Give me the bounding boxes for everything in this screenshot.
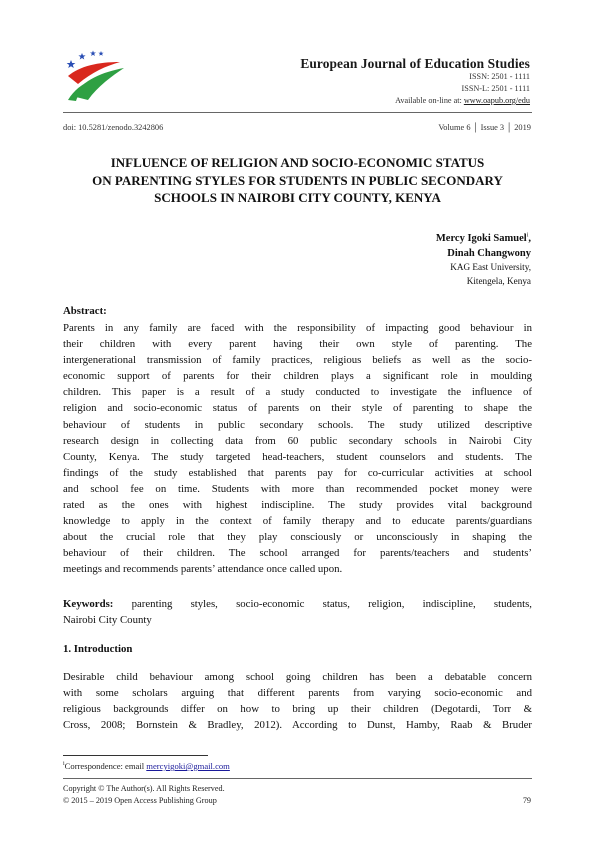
section-heading-introduction: 1. Introduction xyxy=(63,643,133,655)
header-divider xyxy=(63,112,532,113)
paper-title xyxy=(63,154,532,207)
abstract-line: findings of the study established that parents pay for co-curricular activities at school xyxy=(63,466,532,479)
volume-issue-year: Volume 6 │ Issue 3 │ 2019 xyxy=(438,123,531,132)
footnote-marker: i xyxy=(526,232,529,239)
online-availability xyxy=(395,96,530,105)
keywords-line xyxy=(63,596,532,612)
abstract-line: and school fee on time. Students with more than recommended pocket money were xyxy=(63,482,532,495)
issn-l: ISSN-L: 2501 - 1111 xyxy=(461,84,530,93)
author-separator: , xyxy=(528,233,531,244)
keywords-block xyxy=(63,596,532,628)
author-name: Mercy Igoki Samuel xyxy=(435,233,527,244)
abstract-line: behaviour of students in public secondary schools. The study utilized descriptive xyxy=(63,418,532,431)
doi: doi: 10.5281/zenodo.3242806 xyxy=(63,123,164,132)
abstract-heading: Abstract: xyxy=(63,305,107,317)
abstract-line: their children with every parent having their own style of parenting. The xyxy=(63,338,532,351)
introduction-line: religious backgrounds differ on how to bring up their children (Degotardi, Torr & xyxy=(63,703,532,716)
abstract-line: intergenerational transmission of family practices, religious beliefs as well as the socio- xyxy=(63,354,532,367)
abstract-line: knowledge to apply in the context of family therapy and to educate parents/guardians xyxy=(63,515,532,528)
abstract-line: rated as the ones with highest indiscipline. The study provides vital background xyxy=(63,499,532,512)
title-line: ON PARENTING STYLES FOR STUDENTS IN PUBLIC SECONDARY xyxy=(92,172,503,188)
footer-divider xyxy=(63,778,532,779)
issn: ISSN: 2501 - 1111 xyxy=(469,72,530,81)
journal-logo xyxy=(62,50,128,102)
footnote xyxy=(63,761,230,771)
abstract-line: about the crucial role that they play consciously or unconsciously in shaping the xyxy=(63,531,532,544)
abstract-line: behaviour of their children. The school arranged for parents/teachers and students’ xyxy=(63,547,532,560)
email-link[interactable]: mercyigoki@gmail.com xyxy=(146,761,230,771)
keywords-label: Keywords: xyxy=(63,598,114,610)
abstract-line: economic support of parents for their children plays a significant role in moulding xyxy=(63,370,532,383)
author-block xyxy=(436,231,531,288)
keywords-line: Nairobi City County xyxy=(63,614,152,627)
abstract-line: Parents in any family are faced with the responsibility of impacting good behaviour in xyxy=(63,322,532,334)
abstract-line: meetings and recommends parents’ attendance once called upon. xyxy=(63,563,343,576)
keywords-text: parenting styles, socio-economic status, religion, indiscipline, students, xyxy=(113,598,532,610)
affiliation-location: Kitengela, Kenya xyxy=(466,275,531,286)
abstract-line: research design in collecting data from 60 public secondary schools in Nairobi City xyxy=(63,434,532,447)
footnote-divider xyxy=(63,755,208,756)
abstract-body xyxy=(63,320,532,578)
abstract-line: County, Kenya. The study targeted head-teachers, student counselors and students. The xyxy=(63,450,532,463)
abstract-line: religion and socio-economic status of parents on their style of parenting to shape the xyxy=(63,402,532,415)
introduction-line: Cross, 2008; Bornstein & Bradley, 2012). According to Dunst, Hamby, Raab & Bruder xyxy=(63,719,532,732)
introduction-body xyxy=(63,669,532,733)
footnote-text: Correspondence: email xyxy=(64,761,147,771)
author-name: Dinah Changwony xyxy=(447,248,531,259)
abstract-line: children. This paper is a result of a study conducted to investigate the influence of xyxy=(63,386,532,399)
journal-url-link[interactable]: www.oapub.org/edu xyxy=(463,96,530,105)
title-line: INFLUENCE OF RELIGION AND SOCIO-ECONOMIC STATUS xyxy=(110,155,485,170)
footnote-marker: i xyxy=(63,761,65,768)
affiliation: KAG East University, xyxy=(450,262,531,272)
introduction-line: with some scholars arguing that different parents from varying socio-economic and xyxy=(63,687,532,700)
online-prefix: Available on-line at: xyxy=(395,96,464,105)
journal-title: European Journal of Education Studies xyxy=(300,56,530,71)
copyright: Copyright © The Author(s). All Rights Reserved. xyxy=(63,784,225,793)
page-number: 79 xyxy=(522,796,531,805)
title-line: SCHOOLS IN NAIROBI CITY COUNTY, KENYA xyxy=(154,190,441,205)
publisher: © 2015 – 2019 Open Access Publishing Group xyxy=(63,796,217,805)
introduction-line: Desirable child behaviour among school going children has been a debatable concern xyxy=(63,671,532,683)
